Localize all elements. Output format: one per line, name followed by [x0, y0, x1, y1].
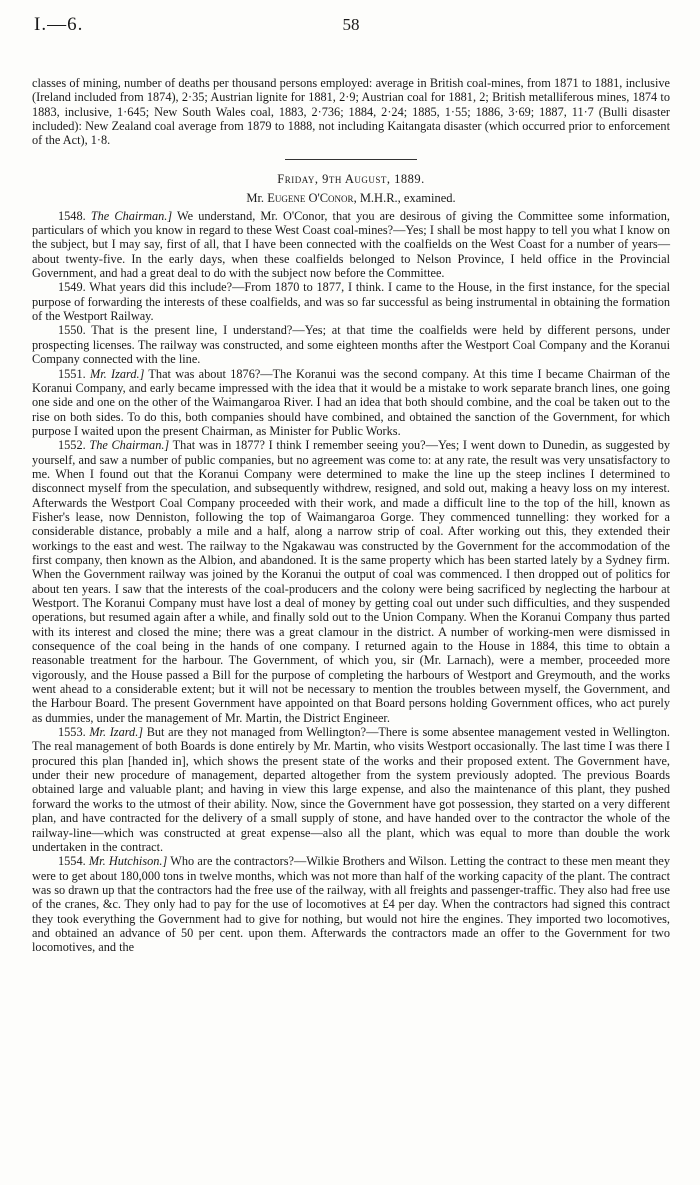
page-number: 58 [342, 15, 360, 34]
question-text: But are they not managed from Wellington?—There is some absentee management vested in Wellington. The real management of both Boards is done entirely by Mr. Martin, who visits Westport occasionally. The last time I was there I procured this plan [handed in], which shows the present state of the works and their proposed extent. The Government have, under their new procedure of management, departed altogether from the system previously adopted. The previous Boards obtained large and valuable plant; and having in view this large expense, and also the maintenance of this plant, they pushed forward the works to the utmost of their ability. Now, since the Government have got possession, they started on a very different plan, and have contracted for the delivery of a small supply of stone, and have handed over to the contractor the whole of the railway-line—which was constructed at great expense—also all the plant, which was equal to more than double the work undertaken in the contract. [32, 725, 670, 854]
question-text: We understand, Mr. O'Conor, that you are desirous of giving the Committee some information, particulars of which you know in regard to these West Coast coal-mines?—Yes; I shall be most happy to tell you what I know on the subject, but I may say, first of all, that I have been connected with the coalfields on the West Coast for a number of years—about twenty-five. In the early days, when these coalfields belonged to Nelson Province, I held office in the Provincial Government, and had a great deal to do with the subject now before the Committee. [32, 208, 671, 281]
question-paragraph [32, 280, 670, 323]
question-text: Who are the contractors?—Wilkie Brothers and Wilson. Letting the contract to these men meant they were to get about 180,000 tons in twelve months, which was not more than half of the working capacity of the plant. The contract was so drawn up that the contractors had the free use of the railway, with all freights and passenger-traffic. They also had free use of the cranes, &c. They only had to pay for the use of locomotives at £4 per day. When the contractors had signed this contract they took everything the Government had to give for nothing, but would not hire the engines. They imported two locomotives, and obtained an advance of 50 per cent. upon them. Afterwards the contractors made an offer to the Government for two locomotives, and the [32, 854, 670, 955]
question-number: 1554. [58, 854, 86, 869]
question-number: 1551. [58, 366, 86, 381]
question-number: 1552. [58, 438, 86, 453]
witness-heading [32, 191, 670, 206]
question-number: 1550. [58, 323, 86, 338]
question-text: That was about 1876?—The Koranui was the second company. At this time I became Chairman of the Koranui Company, and early became impressed with the idea that it would be a mistake to work separate branch lines, one going one side and one on the other of the Waimangaroa River. I had an idea that both should combine, and the coal be taken out to the rise on both sides. To do this, both companies should have combined, and obtained the sanction of the Government, for which purpose I waited upon the present Chairman, as Minister for Public Works. [32, 366, 670, 438]
witness-name: Eugene O'Conor [267, 190, 354, 205]
question-text: That is the present line, I understand?—Yes; at that time the coalfields were held by different persons, under prospecting licenses. The railway was constructed, and some eighteen months after the Westport Coal Company and the Koranui Company connected with the line. [32, 323, 670, 367]
question-paragraph [32, 438, 670, 725]
page-header [32, 0, 670, 58]
question-speaker: The Chairman.] [90, 208, 173, 223]
witness-prefix: Mr. [246, 190, 265, 205]
question-paragraph [32, 854, 670, 954]
intro-paragraph: classes of mining, number of deaths per thousand persons employed: average in British coal-mines, from 1871 to 1881, inclusive (Ireland included from 1874), 2·35; Austrian lignite for 1881, 2·9; Austrian coal for 1881, 2; British metalliferous mines, 1874 to 1883, inclusive, 1·645; New South Wales coal, 1883, 2·736; 1884, 2·24; 1885, 1·55; 1886, 3·69; 1887, 11·7 (Bulli disaster included): New Zealand coal average from 1879 to 1888, not including Kaitangata disaster (which occurred prior to enforcement of the Act), 1·8. [32, 76, 670, 148]
question-number: 1553. [58, 725, 86, 740]
question-speaker: Mr. Izard.] [89, 366, 145, 381]
page-reference: I.—6. [34, 14, 84, 35]
session-date: Friday, 9th August, 1889. [277, 171, 425, 186]
question-text: That was in 1877? I think I remember seeing you?—Yes; I went down to Dunedin, as suggested by yourself, and saw a number of public companies, but no agreement was come to: at any rate, the result was very unsatisfactory to me. When I found out that the Koranui Company were determined to make the line up the steep inclines I determined to disconnect myself from the speculation, and subsequently withdrew, resigned, and sold out, making a heavy loss on my interest. Afterwards the Westport Coal Company proceeded with their work, and made a difficult line to the top of the hill, known as Fisher's lease, now Denniston, following the top of Waimangaroa Gorge. They commenced tunnelling: they worked for a considerable distance, probably a mile and a half, along a narrow strip of coal. After working out this, they extended their workings to the east and west. The railway to the Ngakawau was constructed by the Government for the accommodation of the first company, then known as the Albion, and abandoned. It is the same property which has been started lately by a Sydney firm. When the Government railway was joined by the Koranui the output of coal was commenced. I then dropped out of politics for about ten years. I saw that the interests of the coal-producers and the colony were being sacrificed by neglecting the harbour at Westport. The Koranui Company must have lost a deal of money by getting coal out under such difficulties, and they suspended operations, but resumed again after a while, and finally sold out to the Union Company. When the Koranui Company thus parted with its interest and closed the mine; there was a great clamour in the district. A number of working-men were dismissed in consequence of the coal being in the hands of one company. I returned again to the House in 1884, this time to obtain a reasonable treatment for the harbour. The Government, of which you, sir (Mr. Larnach), were a member, proceeded more vigorously, and the House passed a Bill for the purpose of completing the harbours of Westport and Greymouth, and the works went ahead to a considerable extent; but it will not be necessary to mention the troubles between myself, the Government, and the Harbour Board. The present Government have appointed on that Board persons holding Government offices, who act purely as dummies, under the management of Mr. Martin, the District Engineer. [32, 438, 670, 725]
question-paragraph [32, 367, 670, 439]
question-number: 1548. [58, 208, 86, 223]
question-speaker: The Chairman.] [89, 438, 170, 453]
question-speaker: Mr. Hutchison.] [88, 854, 168, 869]
question-number: 1549. [58, 280, 86, 295]
question-paragraph [32, 725, 670, 854]
question-paragraph [32, 323, 670, 366]
witness-suffix: , M.H.R., examined. [353, 190, 456, 205]
question-paragraph [32, 209, 670, 281]
question-speaker: Mr. Izard.] [89, 725, 144, 740]
question-text: What years did this include?—From 1870 to 1877, I think. I came to the House, in the first instance, for the special purpose of forwarding the interests of these coalfields, and was so far successful as being instrumental in obtaining the formation of the Westport Railway. [32, 280, 670, 324]
section-divider [285, 159, 417, 160]
